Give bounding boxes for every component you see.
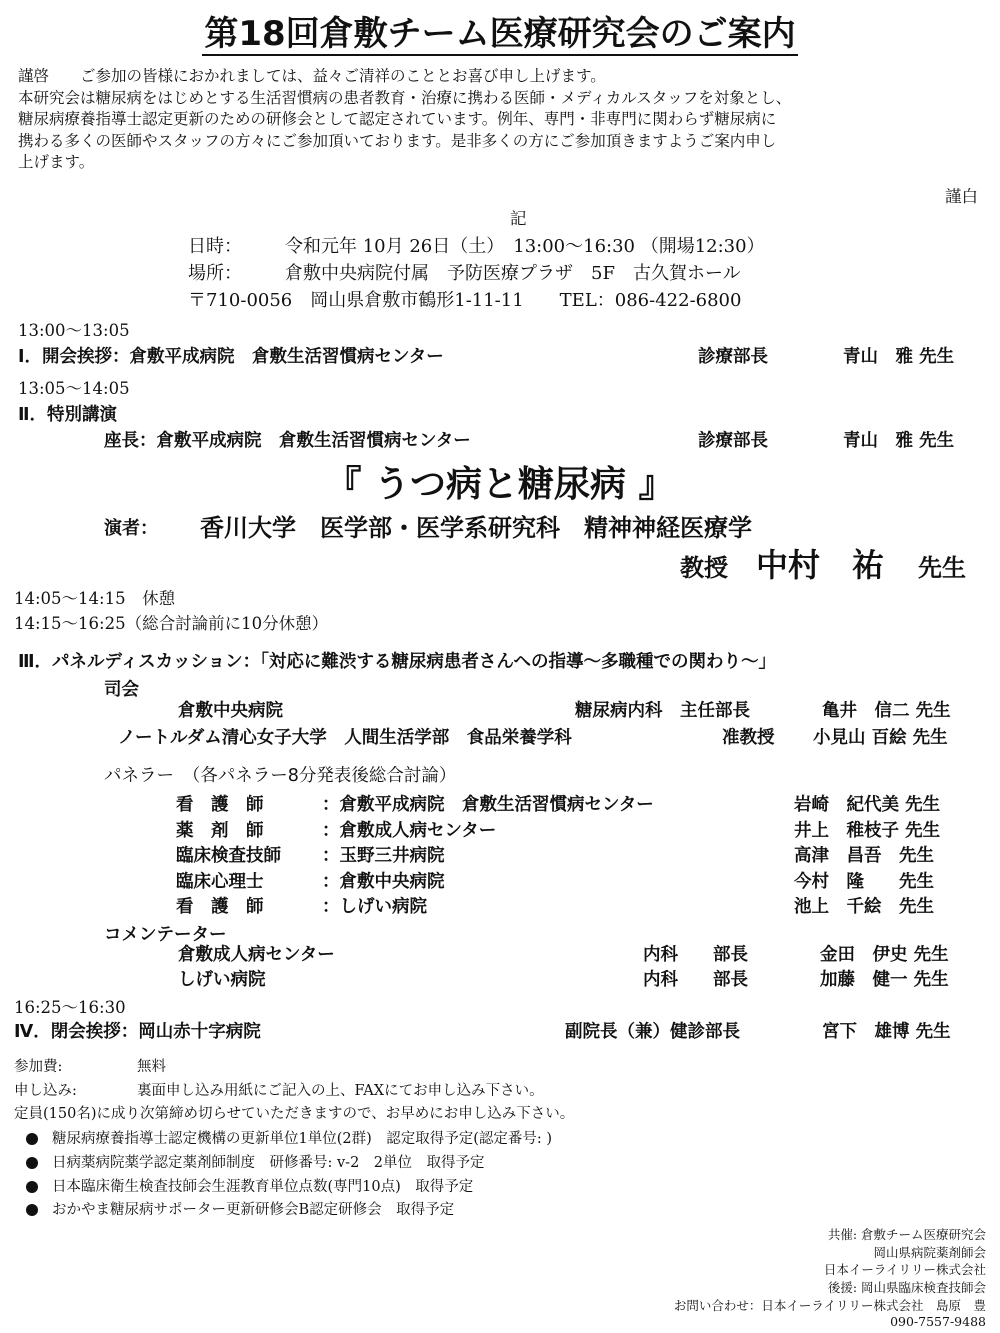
panelist-role: 臨床検査技師 — [176, 846, 281, 866]
commentator-name: 金田 伊史 先生 — [820, 945, 949, 965]
cohost-line: 岡山県病院薬剤師会 — [873, 1245, 986, 1260]
session2-chair: 座長：倉敷平成病院 倉敷生活習慣病センター — [104, 431, 471, 451]
datetime-value: 令和元年 10月 26日（土） 13:00～16:30 （開場12:30） — [285, 236, 765, 257]
bullet-icon — [26, 1157, 38, 1169]
intro-line: 携わる多くの医師やスタッフの方々にご参加頂いております。是非多くの方にご参加頂きますようご案内申し — [18, 131, 777, 150]
moderator-org: 倉敷中央病院 — [178, 701, 283, 721]
commentator-org: しげい病院 — [178, 970, 266, 990]
moderator-name: 亀井 信二 先生 — [822, 701, 951, 721]
place-label: 場所： — [188, 263, 242, 284]
lecture-title: 『 うつ病と糖尿病 』 — [325, 464, 675, 505]
moderator-label: 司会 — [104, 680, 139, 700]
session4-time: 16:25～16:30 — [14, 998, 126, 1017]
panelist-role: 看 護 師 — [176, 795, 264, 815]
panelist-org: ：倉敷中央病院 — [322, 872, 445, 892]
place-value: 倉敷中央病院付属 予防医療プラザ 5F 古久賀ホール — [285, 263, 741, 284]
intro-line: 謹啓 ご参加の皆様におかれましては、益々ご清祥のこととお喜び申し上げます。 — [18, 67, 606, 85]
commentator-org: 倉敷成人病センター — [178, 945, 335, 965]
moderator-org: ノートルダム清心女子大学 人間生活学部 食品栄養学科 — [118, 728, 572, 748]
session1-role: 診療部長 — [698, 347, 768, 367]
panel-label: パネラー （各パネラー8分発表後総合討論） — [104, 766, 457, 786]
fee-label: 参加費: — [14, 1059, 63, 1075]
apply-value: 裏面申し込み用紙にご記入の上、FAXにてお申し込み下さい。 — [137, 1083, 544, 1099]
speaker-position: 教授 — [680, 554, 728, 582]
panelist-org: ：倉敷成人病センター — [322, 821, 497, 841]
commentator-dept: 内科 部長 — [643, 945, 748, 965]
fee-value: 無料 — [137, 1059, 166, 1075]
speaker-affiliation: 香川大学 医学部・医学系研究科 精神神経医療学 — [200, 514, 752, 542]
session2-heading: Ⅱ．特別講演 — [18, 405, 118, 425]
speaker-suffix: 先生 — [918, 554, 966, 582]
moderator-dept: 准教授 — [722, 728, 775, 748]
session3-heading: Ⅲ．パネルディスカッション：「対応に難渋する糖尿病患者さんへの指導～多職種での関わり～」 — [18, 652, 777, 672]
intro-line: 本研究会は糖尿病をはじめとする生活習慣病の患者教育・治療に携わる医師・メディカルスタッフを対象とし、 — [18, 88, 792, 107]
intro-line: 糖尿病療養指導士認定更新のための研修会として認定されています。例年、専門・非専門に関わらず糖尿病に — [18, 110, 777, 128]
session4-heading: Ⅳ．閉会挨拶：岡山赤十字病院 — [14, 1022, 261, 1042]
panel-time: 14:15～16:25（総合討論前に10分休憩） — [14, 614, 329, 633]
session2-time: 13:05～14:05 — [18, 379, 130, 398]
phone-number: 090-7557-9488 — [890, 1314, 986, 1329]
support-line: 後援: 岡山県臨床検査技師会 — [827, 1280, 986, 1295]
panelist-role: 薬 剤 師 — [176, 821, 264, 841]
panelist-name: 井上 稚枝子 先生 — [794, 821, 941, 841]
session1-heading: Ⅰ．開会挨拶：倉敷平成病院 倉敷生活習慣病センター — [18, 347, 444, 367]
cohost-line: 日本イーライリリー株式会社 — [823, 1262, 986, 1277]
session2-chair-role: 診療部長 — [698, 431, 768, 451]
panelist-name: 高津 昌吾 先生 — [794, 846, 934, 866]
credit-item: 日病薬病院薬学認定薬剤師制度 研修番号: v-2 2単位 取得予定 — [26, 1151, 485, 1172]
session1-name: 青山 雅 先生 — [843, 347, 955, 367]
bullet-icon — [26, 1181, 38, 1193]
panelist-name: 今村 隆 先生 — [794, 872, 934, 892]
moderator-dept: 糖尿病内科 主任部長 — [575, 701, 750, 721]
panelist-role: 臨床心理士 — [176, 872, 264, 892]
page-title: 第18回倉敷チーム医療研究会のご案内 — [204, 14, 796, 54]
panelist-org: ：玉野三井病院 — [322, 846, 445, 866]
apply-label: 申し込み: — [14, 1083, 77, 1099]
bullet-icon — [26, 1204, 38, 1216]
session2-chair-name: 青山 雅 先生 — [843, 431, 955, 451]
commentator-name: 加藤 健一 先生 — [820, 970, 949, 990]
datetime-label: 日時： — [188, 236, 242, 257]
commentator-label: コメンテーター — [104, 925, 227, 945]
closing-text: 謹白 — [945, 187, 978, 206]
capacity-note: 定員(150名)に成り次第締め切らせていただきますので、お早めにお申し込み下さい。 — [14, 1106, 575, 1122]
intro-line: 上げます。 — [18, 153, 95, 171]
session4-name: 宮下 雄博 先生 — [822, 1022, 951, 1042]
panelist-role: 看 護 師 — [176, 897, 264, 917]
credit-item: 日本臨床衛生検査技師会生涯教育単位点数(専門10点) 取得予定 — [26, 1175, 473, 1196]
panelist-org: ：倉敷平成病院 倉敷生活習慣病センター — [322, 795, 654, 815]
credit-item: 糖尿病療養指導士認定機構の更新単位1単位(2群) 認定取得予定(認定番号: ) — [26, 1127, 552, 1148]
speaker-label: 演者： — [104, 518, 158, 539]
address-line: 〒710-0056 岡山県倉敷市鶴形1-11-11 TEL：086-422-6800 — [188, 290, 742, 311]
break-time: 14:05～14:15 休憩 — [14, 589, 176, 608]
panelist-org: ：しげい病院 — [322, 897, 427, 917]
panelist-name: 岩崎 紀代美 先生 — [794, 795, 941, 815]
session1-time: 13:00～13:05 — [18, 321, 130, 340]
ki-mark: 記 — [510, 209, 527, 228]
speaker-name: 中村 祐 — [756, 546, 885, 584]
panelist-name: 池上 千絵 先生 — [794, 897, 934, 917]
contact-line: お問い合わせ：日本イーライリリー株式会社 島原 豊 — [673, 1298, 986, 1313]
credit-item: おかやま糖尿病サポーター更新研修会B認定研修会 取得予定 — [26, 1198, 454, 1219]
bullet-icon — [26, 1133, 38, 1145]
cohost-line: 共催: 倉敷チーム医療研究会 — [827, 1227, 986, 1242]
session4-role: 副院長（兼）健診部長 — [565, 1022, 740, 1042]
commentator-dept: 内科 部長 — [643, 970, 748, 990]
moderator-name: 小見山 百絵 先生 — [813, 728, 948, 748]
intro-paragraph — [18, 66, 983, 174]
